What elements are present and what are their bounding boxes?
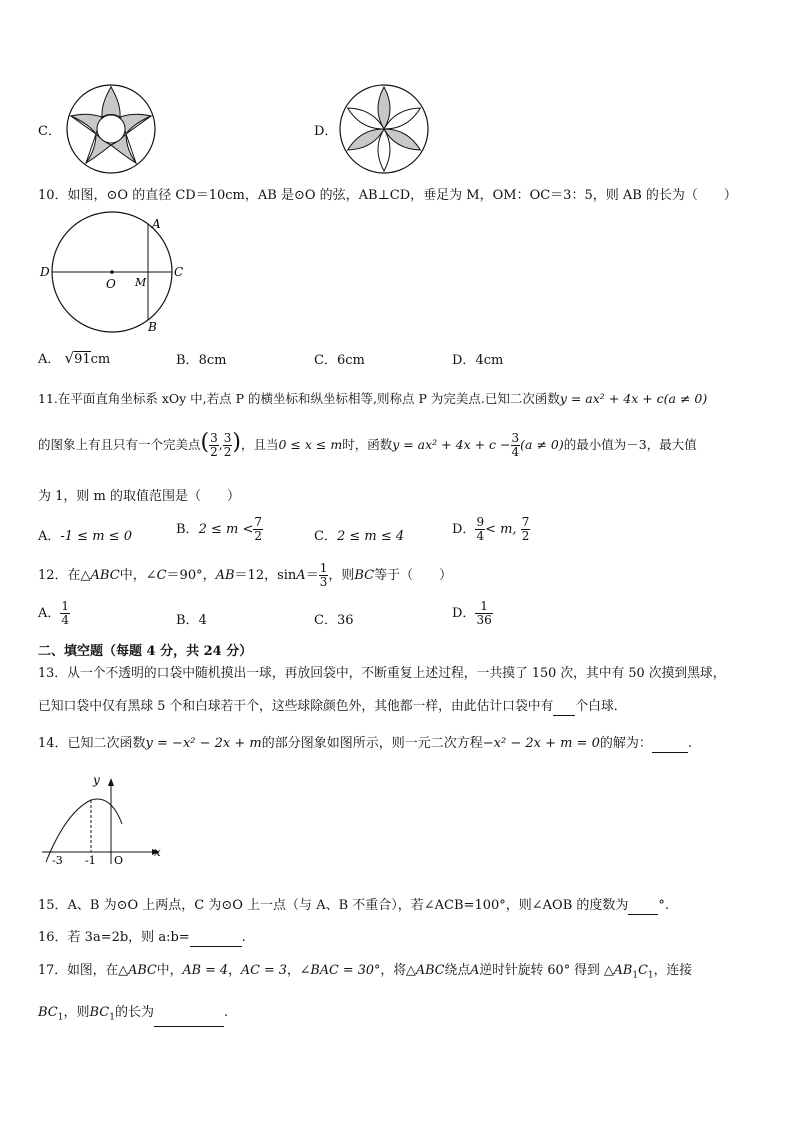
q11-option-b: B．2 ≤ m < $\frac{7}{2}$ [176,515,262,543]
q10-stem: 10．如图，⊙O 的直径 CD＝10cm，AB 是⊙O 的弦，AB⊥CD，垂足为 M，OM：OC＝3：5，则 AB 的长为（ ） [38,188,737,203]
q11-line3: 为 1，则 m 的取值范围是（ ） [38,489,240,504]
q12-option-c: C．36 [314,613,354,628]
q15-stem: 15．A、B 为⊙O 上两点，C 为⊙O 上一点（与 A、B 不重合），若∠ACB=100°，则∠AOB 的度数为 °. [38,898,670,913]
q14-answer-blank[interactable] [652,734,688,753]
option-c-label: C． [38,124,61,139]
q16-answer-blank[interactable] [190,928,242,947]
label-b: B [148,320,157,334]
q14-stem: 14．已知二次函数y = −x² − 2x + m的部分图象如图所示，则一元二次方程−x² − 2x + m = 0的解为： . [38,736,693,751]
q12-option-a: A． $\frac{1}{4}$ [38,599,70,627]
q17-answer-blank[interactable] [154,1008,224,1027]
q13-line1: 13．从一个不透明的口袋中随机摸出一球，再放回袋中，不断重复上述过程，一共摸了 150 次，其中有 50 次摸到黑球， [38,666,726,681]
q11-line2: 的图象上有且只有一个完美点( $\frac{3}{2}$ , $\frac{3}{2}$ )，且当0 ≤ x ≤ m时，函数y = ax² + 4x + c − $\frac{3}{4}$ (a ≠ 0)的最小值为－3，最大值 [38,430,697,459]
q11-option-c: C．2 ≤ m ≤ 4 [314,529,405,544]
label-o: O [106,277,116,291]
q13-answer-blank[interactable] [553,697,575,716]
q12-option-d: D． $\frac{1}{36}$ [452,599,492,627]
option-d-label: D． [314,124,338,139]
q16-stem: 16．若 3a=2b，则 a:b= . [38,930,246,945]
q11-line1: 11.在平面直角坐标系 xOy 中,若点 P 的横坐标和纵坐标相等,则称点 P 为完美点.已知二次函数y = ax² + 4x + c(a ≠ 0) [38,391,708,406]
axis-y-label: y [93,773,100,787]
q12-stem: 12．在△ABC中，∠C＝90°，AB＝12，sinA＝ $\frac{1}{3}$ ，则BC等于（ ） [38,561,453,589]
q10-circle-figure [36,210,196,338]
label-d: D [40,265,50,279]
q10-option-b: B．8cm [176,353,227,368]
q17-line1: 17．如图，在△ABC中，AB = 4，AC = 3，∠BAC = 30°，将△ABC绕点A逆时针旋转 60° 得到 $\triangle AB_1C_1$，连接 [38,963,692,981]
label-c: C [174,265,184,279]
label-m: M [135,276,147,289]
q11-option-d: D． $\frac{9}{4}$ < m, $\frac{7}{2}$ [452,515,530,543]
label-a: A [152,217,161,231]
tick-neg3: -3 [52,854,63,867]
tick-neg1: -1 [85,854,96,867]
section-heading: 二、填空题（每题 4 分，共 24 分） [38,644,253,659]
q17-line2: $BC_1$，则$BC_1$的长为 . [38,1004,228,1027]
origin-label: O [114,854,124,867]
q12-option-b: B．4 [176,613,207,628]
q10-option-a: A． √91cm [38,349,111,367]
q14-parabola-figure [36,772,166,868]
q10-option-d: D．4cm [452,353,504,368]
flower-figure-c [62,83,160,175]
q15-answer-blank[interactable] [628,896,658,915]
q10-option-c: C．6cm [314,353,365,368]
q11-option-a: A．-1 ≤ m ≤ 0 [38,529,132,544]
axis-x-label: x [154,845,161,859]
flower-figure-d [338,83,430,175]
q13-line2: 已知口袋中仅有黑球 5 个和白球若干个，这些球除颜色外，其他都一样，由此估计口袋中有 个白球． [38,699,627,714]
